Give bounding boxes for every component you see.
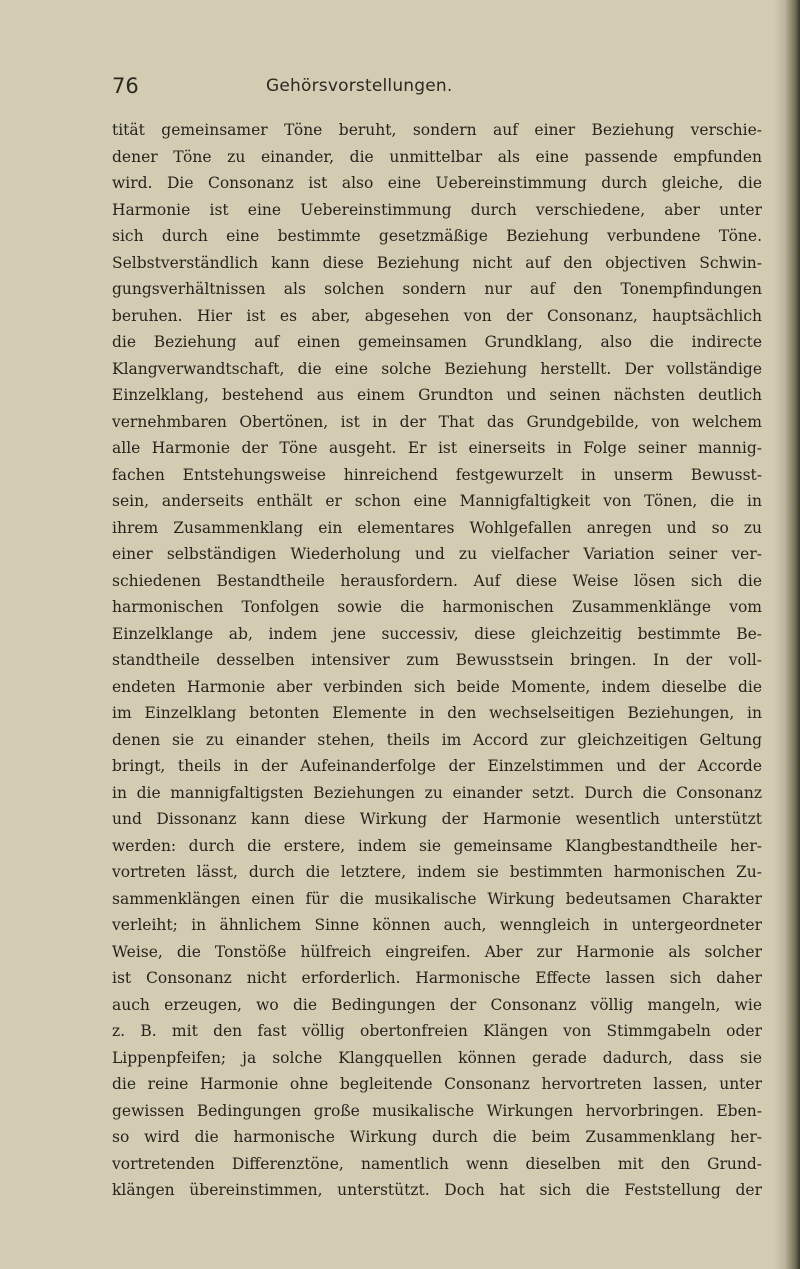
text-line: auch erzeugen, wo die Bedingungen der Consonanz völlig mangeln, wie: [112, 995, 762, 1014]
text-line: Lippenpfeifen; ja solche Klangquellen können gerade dadurch, dass sie: [112, 1048, 762, 1067]
text-line: bringt, theils in der Aufeinanderfolge der Einzelstimmen und der Accorde: [112, 757, 762, 775]
text-line: standtheile desselben intensiver zum Bewusstsein bringen. In der voll-: [112, 651, 762, 669]
text-line: werden: durch die erstere, indem sie gemeinsame Klangbestandtheile her-: [112, 836, 762, 855]
text-line: harmonischen Tonfolgen sowie die harmonischen Zusammenklänge vom: [112, 598, 762, 616]
text-line: einer selbständigen Wiederholung und zu vielfacher Variation seiner ver-: [112, 545, 762, 563]
text-line: beruhen. Hier ist es aber, abgesehen von der Consonanz, hauptsächlich: [112, 306, 762, 325]
text-line: in die mannigfaltigsten Beziehungen zu einander setzt. Durch die Consonanz: [112, 783, 762, 802]
text-line: Harmonie ist eine Uebereinstimmung durch verschiedene, aber unter: [112, 200, 762, 219]
text-line: verleiht; in ähnlichem Sinne können auch, wenngleich in untergeordneter: [112, 916, 762, 934]
text-line: z. B. mit den fast völlig obertonfreien Klängen von Stimmgabeln oder: [112, 1022, 762, 1040]
text-line: im Einzelklang betonten Elemente in den wechselseitigen Beziehungen, in: [112, 704, 762, 722]
text-line: die Beziehung auf einen gemeinsamen Grundklang, also die indirecte: [112, 333, 762, 351]
text-line: endeten Harmonie aber verbinden sich beide Momente, indem dieselbe die: [112, 677, 762, 696]
page-number: 76: [112, 74, 139, 98]
text-line: fachen Entstehungsweise hinreichend festgewurzelt in unserm Bewusst-: [112, 465, 762, 484]
text-line: sich durch eine bestimmte gesetzmäßige Beziehung verbundene Töne.: [112, 227, 762, 245]
text-line: sammenklängen einen für die musikalische Wirkung bedeutsamen Charakter: [112, 889, 762, 908]
text-line: wird. Die Consonanz ist also eine Uebereinstimmung durch gleiche, die: [112, 174, 762, 192]
text-line: Klangverwandtschaft, die eine solche Beziehung herstellt. Der vollständige: [112, 359, 762, 378]
text-line: gewissen Bedingungen große musikalische Wirkungen hervorbringen. Eben-: [112, 1101, 762, 1120]
text-line: und Dissonanz kann diese Wirkung der Harmonie wesentlich unterstützt: [112, 810, 762, 828]
text-line: Einzelklange ab, indem jene successiv, diese gleichzeitig bestimmte Be-: [112, 624, 762, 643]
text-line: gungsverhältnissen als solchen sondern nur auf den Tonempfindungen: [112, 280, 762, 298]
text-line: alle Harmonie der Töne ausgeht. Er ist einerseits in Folge seiner mannig-: [112, 439, 762, 457]
text-line: Selbstverständlich kann diese Beziehung nicht auf den objectiven Schwin-: [112, 253, 762, 272]
text-line: dener Töne zu einander, die unmittelbar als eine passende empfunden: [112, 147, 762, 166]
text-line: sein, anderseits enthält er schon eine Mannigfaltigkeit von Tönen, die in: [112, 492, 762, 510]
page-edge-shadow: [774, 0, 800, 1269]
body-text: [112, 117, 762, 1204]
text-line: ihrem Zusammenklang ein elementares Wohlgefallen anregen und so zu: [112, 518, 762, 537]
text-line: vortretenden Differenztöne, namentlich wenn dieselben mit den Grund-: [112, 1154, 762, 1173]
text-line: denen sie zu einander stehen, theils im Accord zur gleichzeitigen Geltung: [112, 730, 762, 749]
text-line: klängen übereinstimmen, unterstützt. Doch hat sich die Feststellung der: [112, 1181, 762, 1199]
text-line: schiedenen Bestandtheile herausfordern. Auf diese Weise lösen sich die: [112, 571, 762, 590]
running-head: Gehörsvorstellungen.: [266, 76, 453, 96]
text-line: vernehmbaren Obertönen, ist in der That das Grundgebilde, von welchem: [112, 412, 762, 431]
text-line: Einzelklang, bestehend aus einem Grundton und seinen nächsten deutlich: [112, 386, 762, 404]
text-line: vortreten lässt, durch die letztere, indem sie bestimmten harmonischen Zu-: [112, 863, 762, 881]
page-header: [112, 74, 692, 104]
text-line: so wird die harmonische Wirkung durch die beim Zusammenklang her-: [112, 1128, 762, 1146]
text-line: Weise, die Tonstöße hülfreich eingreifen. Aber zur Harmonie als solcher: [112, 942, 762, 961]
text-line: die reine Harmonie ohne begleitende Consonanz hervortreten lassen, unter: [112, 1075, 762, 1093]
text-line: tität gemeinsamer Töne beruht, sondern auf einer Beziehung verschie-: [112, 121, 762, 139]
text-line: ist Consonanz nicht erforderlich. Harmonische Effecte lassen sich daher: [112, 969, 762, 987]
